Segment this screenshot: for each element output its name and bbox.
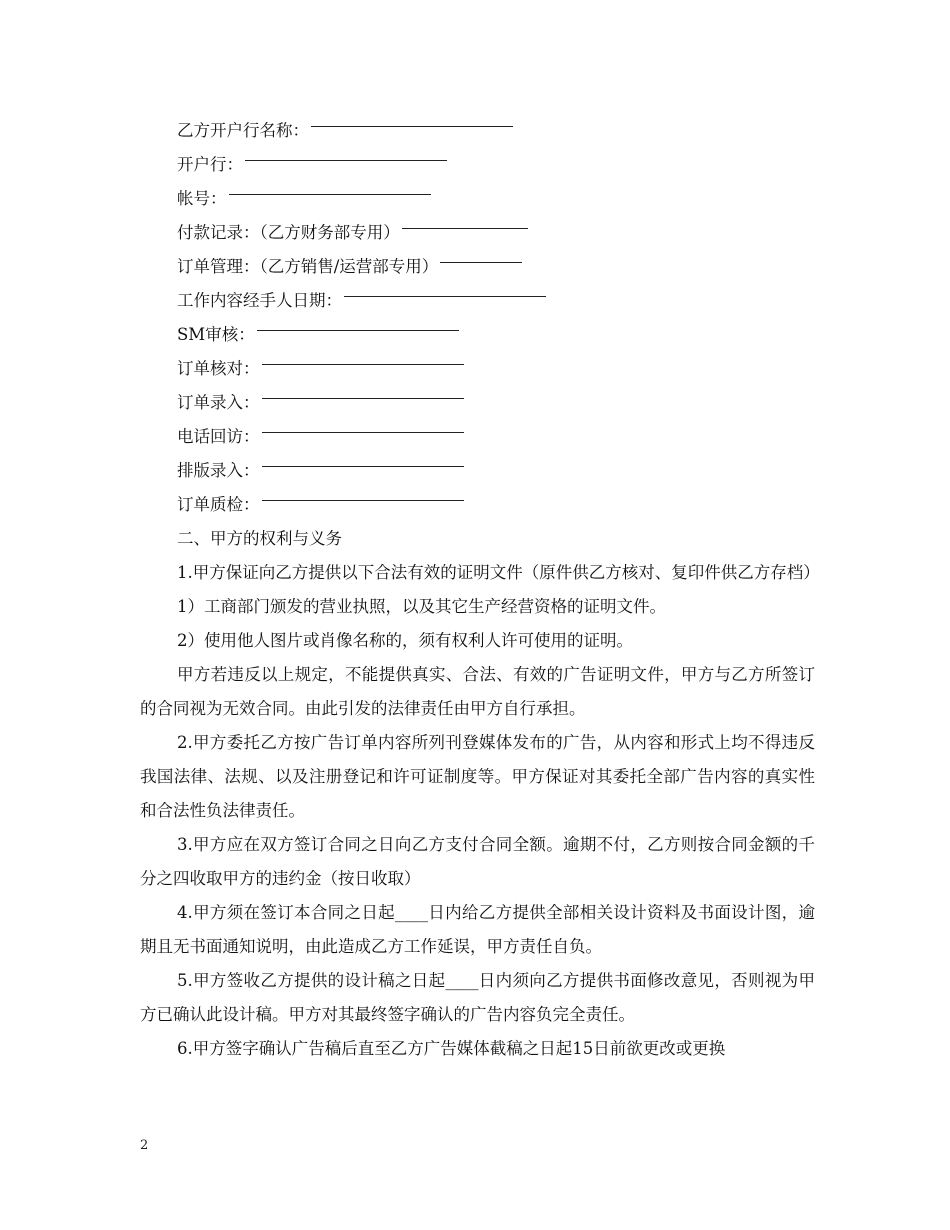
field-label: 订单质检： [177,495,260,514]
section-heading: 二、甲方的权利与义务 [177,529,342,548]
field-label: 乙方开户行名称： [177,121,309,140]
field-row-order-entry [140,386,815,420]
fill-in-blank [311,125,513,127]
field-row-order-check [140,352,815,386]
field-row-sm-review [140,318,815,352]
field-row-layout-entry [140,454,815,488]
field-label: 工作内容经手人日期： [177,291,342,310]
fill-in-blank [262,431,464,433]
page-number: 2 [140,1138,149,1153]
field-row-bank-name [140,114,815,148]
fill-in-blank [262,499,464,501]
fill-in-blank [344,295,546,297]
fill-in-blank [262,465,464,467]
field-label: 帐号： [177,189,227,208]
field-row-phone-followup [140,420,815,454]
field-label: 电话回访： [177,427,260,446]
field-row-order-qc [140,488,815,522]
fill-in-blank [402,227,528,229]
paragraph-violation-note: 甲方若违反以上规定，不能提供真实、合法、有效的广告证明文件，甲方与乙方所签订的合同视为无效合同。由此引发的法律责任由甲方自行承担。 [140,665,815,718]
fill-in-blank [262,363,464,365]
field-label: 开户行： [177,155,243,174]
field-label: 排版录入： [177,461,260,480]
fill-in-blank [262,397,464,399]
fill-in-blank [229,193,431,195]
field-label: 订单核对： [177,359,260,378]
paragraph-clause-4: 4.甲方须在签订本合同之日起____日内给乙方提供全部相关设计资料及书面设计图，逾期且无书面通知说明，由此造成乙方工作延误，甲方责任自负。 [140,903,815,956]
field-row-handler-date [140,284,815,318]
field-row-account [140,182,815,216]
document-body [140,114,820,1066]
paragraph-item-1: 1）工商部门颁发的营业执照，以及其它生产经营资格的证明文件。 [177,597,666,616]
fill-in-blank [245,159,447,161]
field-label: 订单管理：（乙方销售/运营部专用） [177,257,439,276]
field-row-order-management [140,250,815,284]
field-row-bank [140,148,815,182]
field-row-payment-record [140,216,815,250]
field-label: 付款记录：（乙方财务部专用） [177,223,400,242]
paragraph-clause-5: 5.甲方签收乙方提供的设计稿之日起____日内须向乙方提供书面修改意见，否则视为甲方已确认此设计稿。甲方对其最终签字确认的广告内容负完全责任。 [140,971,815,1024]
paragraph-clause-1: 1.甲方保证向乙方提供以下合法有效的证明文件（原件供乙方核对、复印件供乙方存档） [177,563,820,582]
field-label: SM审核： [177,325,255,344]
fill-in-blank [257,329,459,331]
fill-in-blank [440,261,522,263]
paragraph-clause-6: 6.甲方签字确认广告稿后直至乙方广告媒体截稿之日起15日前欲更改或更换 [177,1039,726,1058]
paragraph-clause-3: 3.甲方应在双方签订合同之日向乙方支付合同全额。逾期不付，乙方则按合同金额的千分之四收取甲方的违约金（按日收取） [140,835,815,888]
paragraph-item-2: 2）使用他人图片或肖像名称的，须有权利人许可使用的证明。 [177,631,633,650]
field-label: 订单录入： [177,393,260,412]
paragraph-clause-2: 2.甲方委托乙方按广告订单内容所列刊登媒体发布的广告，从内容和形式上均不得违反我国法律、法规、以及注册登记和许可证制度等。甲方保证对其委托全部广告内容的真实性和合法性负法律责任。 [140,733,815,820]
